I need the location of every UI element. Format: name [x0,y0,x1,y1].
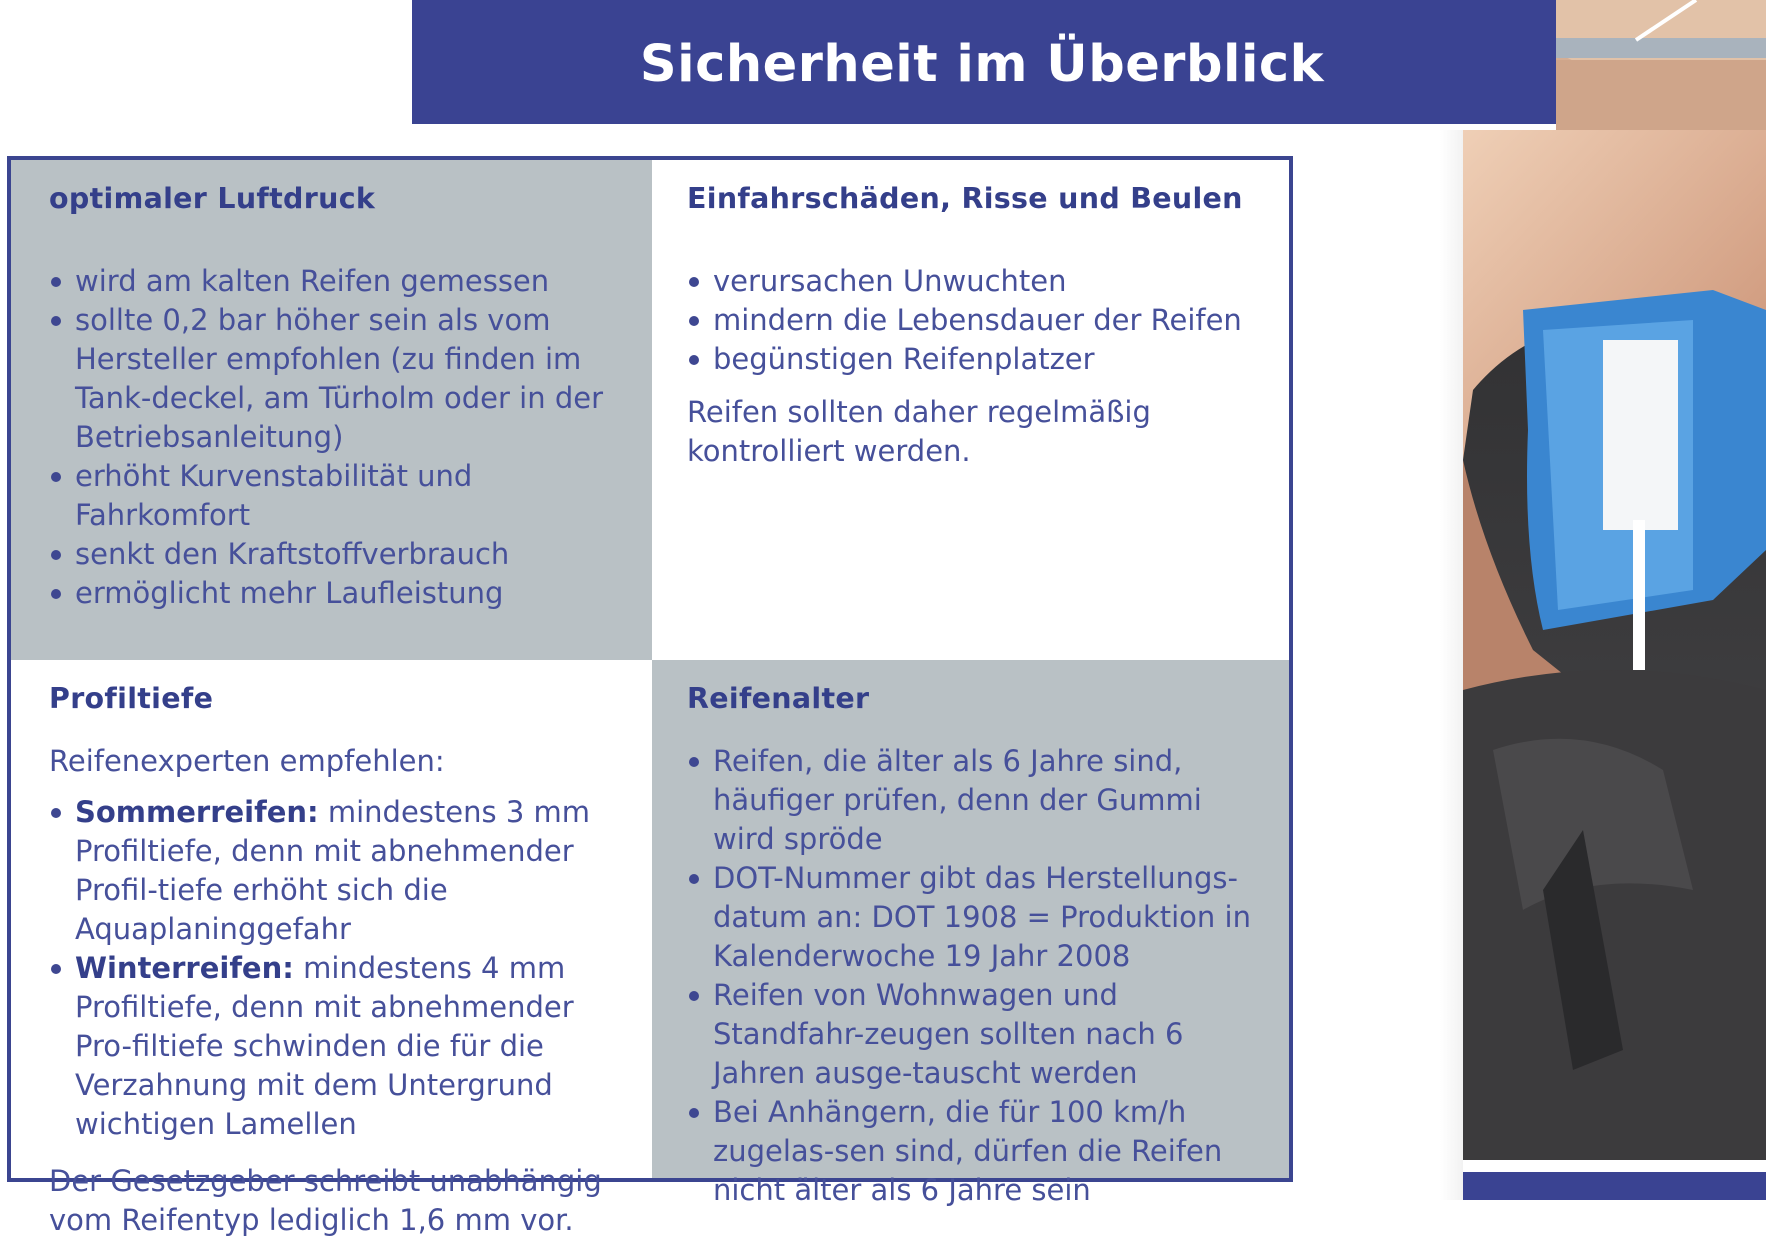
list-item: Reifen, die älter als 6 Jahre sind, häufiger prüfen, denn der Gummi wird spröde [687,742,1259,859]
panel-schaeden [652,160,1289,660]
page-gutter [1440,130,1463,1200]
panel-heading: Profiltiefe [49,682,214,715]
item-term: Winterreifen: [75,951,294,986]
bullet-list [687,742,1259,1210]
title-banner [412,0,1556,124]
panel-intro: Reifenexperten empfehlen: [49,744,445,779]
list-item [49,949,622,1144]
item-term: Sommerreifen: [75,795,319,830]
list-item: Reifen von Wohnwagen und Standfahr-zeugen sollten nach 6 Jahren ausge-tauscht werden [687,976,1259,1093]
panel-heading: Reifenalter [687,682,870,715]
info-box [7,156,1293,1238]
panel-heading: optimaler Luftdruck [49,182,376,215]
tire-gauge-photo [1463,130,1766,1160]
list-item: Bei Anhängern, die für 100 km/h zugelas-sen sind, dürfen die Reifen nicht älter als 6 Jahre sein [687,1093,1259,1210]
item-text: mindestens 4 mm Profiltiefe, denn mit abnehmender Pro-filtiefe schwinden die für die Verzahnung mit dem Untergrund wichtigen Lamellen [75,951,574,1142]
panel-note: Der Gesetzgeber schreibt unabhängig vom Reifentyp lediglich 1,6 mm vor. [49,1164,602,1238]
photo-caption-bar [1463,1172,1766,1200]
list-item: mindern die Lebensdauer der Reifen [687,301,1259,340]
list-item: senkt den Kraftstoffverbrauch [49,535,622,574]
panel-profiltiefe [11,660,652,1238]
list-item [49,793,622,949]
list-item: ermöglicht mehr Laufleistung [49,574,622,613]
item-text: mindestens 3 mm Profiltiefe, denn mit abnehmender Profil-tiefe erhöht sich die Aquaplaninggefahr [75,795,591,947]
bullet-list [687,262,1259,379]
list-item: verursachen Unwuchten [687,262,1259,301]
bullet-list [49,793,622,1144]
page-title: Sicherheit im Überblick [639,34,1325,94]
panel-note: Reifen sollten daher regelmäßig kontrolliert werden. [687,395,1151,469]
panel-luftdruck [11,160,652,660]
panel-heading: Einfahrschäden, Risse und Beulen [687,182,1243,215]
list-item: sollte 0,2 bar höher sein als vom Hersteller empfohlen (zu finden im Tank-deckel, am Türholm oder in der Betriebsanleitung) [49,301,622,457]
bullet-list [49,262,622,613]
list-item: begünstigen Reifenplatzer [687,340,1259,379]
list-item: DOT-Nummer gibt das Herstellungs-datum an: DOT 1908 = Produktion in Kalenderwoche 19 Jahr 2008 [687,859,1259,976]
list-item: wird am kalten Reifen gemessen [49,262,622,301]
panel-reifenalter [652,660,1289,1208]
list-item: erhöht Kurvenstabilität und Fahrkomfort [49,457,622,535]
photo-top-fragment [1556,0,1766,130]
